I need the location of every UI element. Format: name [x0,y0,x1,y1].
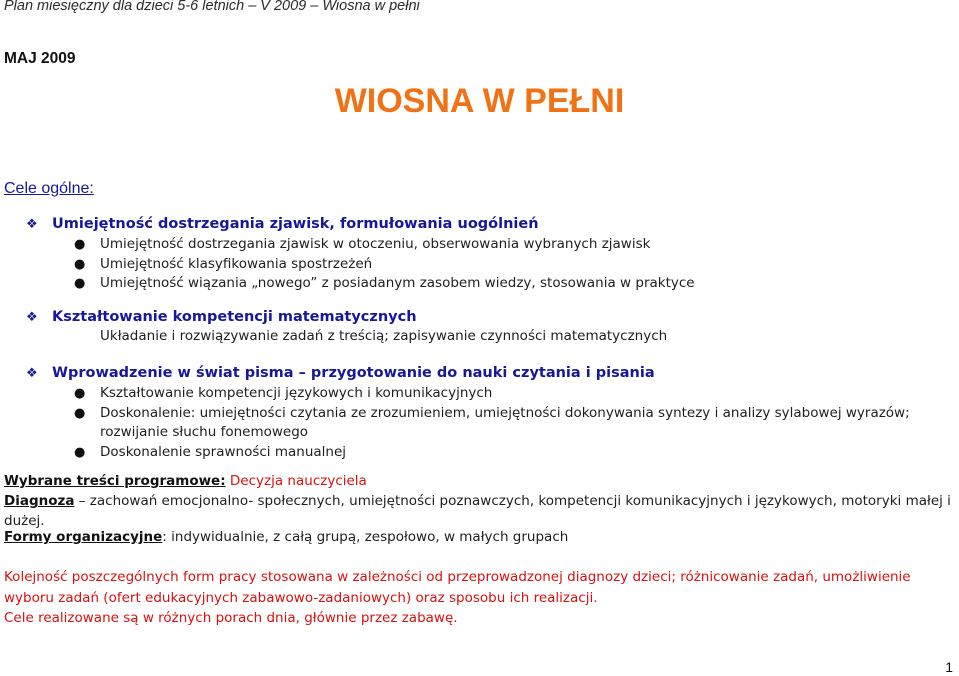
bullet-icon: ● [74,405,86,421]
goal-section-2 [26,307,956,328]
goal-section-3 [26,363,956,462]
section-title: Wprowadzenie w świat pisma – przygotowanie do nauki czytania i pisania [52,365,655,381]
month-label: MAJ 2009 [4,50,76,67]
diamond-bullet-icon: ❖ [26,310,38,325]
bullet-icon: ● [74,444,86,460]
list-item: ● Doskonalenie sprawności manualnej [26,443,956,463]
forms-label: Formy organizacyjne [4,529,163,545]
document-header: Plan miesięczny dla dzieci 5-6 letnich – V 2009 – Wiosna w pełni [4,0,420,14]
program-label: Wybrane treści programowe: [4,473,226,489]
diamond-bullet-icon: ❖ [26,366,38,381]
diamond-bullet-icon: ❖ [26,217,38,232]
section-title: Umiejętność dostrzegania zjawisk, formułowania uogólnień [52,216,539,232]
program-content [4,471,954,491]
list-item: ● Umiejętność wiązania „nowego” z posiadanym zasobem wiedzy, stosowania w praktyce [26,274,956,294]
program-value: Decyzja nauczyciela [225,473,367,489]
goal-list [26,384,956,462]
diagnosis [4,491,954,531]
organizational-forms [4,527,954,547]
list-item: ● Umiejętność klasyfikowania spostrzeżeń [26,255,956,275]
list-item: ● Doskonalenie: umiejętności czytania ze zrozumieniem, umiejętności dokonywania syntezy i analizy sylabowej wyrazów; rozwijanie słuchu fonemowego [74,404,910,440]
bullet-icon: ● [74,237,86,252]
bullet-icon: ● [74,276,86,291]
diagnosis-value: – zachowań emocjonalno- społecznych, umiejętności poznawczych, kompetencji komunikacyjnych i językowych, motoryki małej i dużej. [4,493,951,529]
note-paragraph: Cele realizowane są w różnych porach dnia, głównie przez zabawę. [4,610,458,626]
goal-list [26,235,956,294]
list-item: ● Kształtowanie kompetencji językowych i komunikacyjnych [26,384,956,404]
diagnosis-label: Diagnoza [4,493,75,509]
goals-heading: Cele ogólne: [4,180,94,197]
list-item: ● Umiejętność dostrzegania zjawisk w otoczeniu, obserwowania wybranych zjawisk [26,235,956,255]
bullet-icon: ● [74,256,86,272]
note-paragraph: Kolejność poszczególnych form pracy stosowana w zależności od przeprowadzonej diagnozy dzieci; różnicowanie zadań, umożliwienie wyboru zadań (ofert edukacyjnych zabawowo-zadaniowych) oraz sposobu ich realizacji. [4,569,911,606]
goal-section-1 [26,214,956,294]
page-number: 1 [945,659,953,675]
page-title: WIOSNA W PEŁNI [334,82,625,120]
forms-value: : indywidualnie, z całą grupą, zespołowo, w małych grupach [162,529,569,545]
bullet-icon: ● [74,386,86,401]
section-text: Układanie i rozwiązywanie zadań z treścią; zapisywanie czynności matematycznych [100,328,668,344]
section-title: Kształtowanie kompetencji matematycznych [52,309,417,325]
